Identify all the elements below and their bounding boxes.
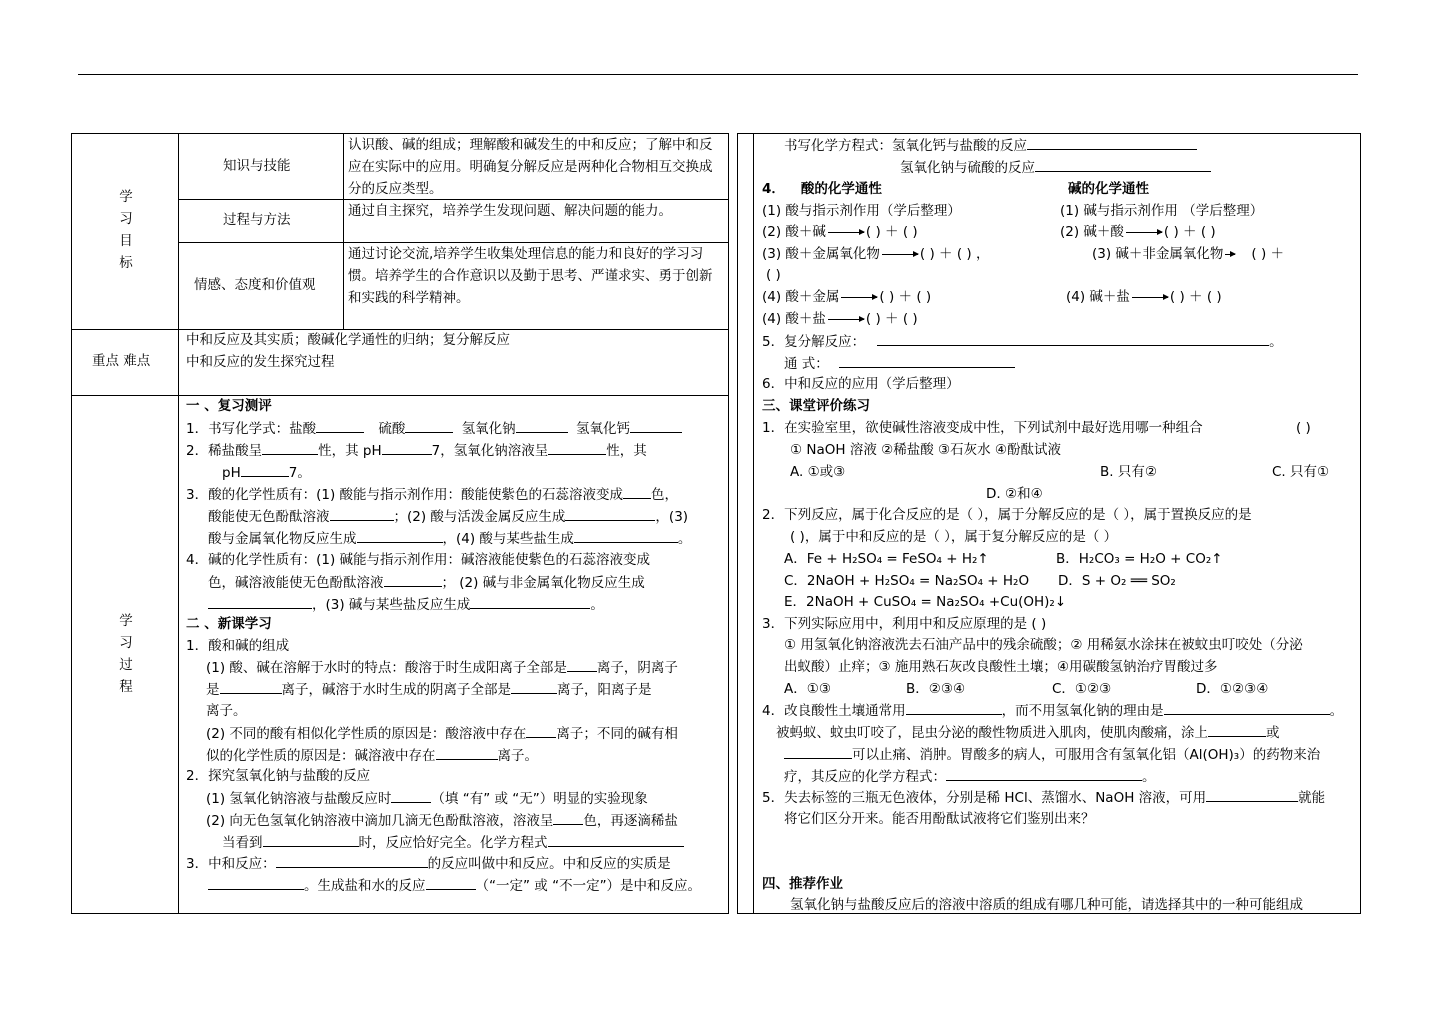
section-title: 三、课堂评价练习 xyxy=(762,398,870,414)
exercise-5: 5．失去标签的三瓶无色液体，分别是稀 HCl、蒸馏水、NaOH 溶液，可用 就能 xyxy=(762,787,1325,810)
goal-description: 通过讨论交流,培养学生收集处理信息的能力和良好的学习习惯。培养学生的合作意识以及勤于思考、严谨求实、勇于创新和实践的科学精神。 xyxy=(348,246,713,306)
exercise-1-options: ① NaOH 溶液 ②稀盐酸 ③石灰水 ④酚酞试液 xyxy=(790,442,1062,458)
choice-d: D．①②③④ xyxy=(1196,681,1269,697)
equation-a: A．Fe + H₂SO₄ = FeSO₄ + H₂↑ xyxy=(784,551,989,567)
acid-property: (1) 酸与指示剂作用（学后整理） xyxy=(762,203,961,219)
exercise-4-cont: 被蚂蚁、蚊虫叮咬了，昆虫分泌的酸性物质进入肌肉，使肌肉酸痛，涂上 或 xyxy=(776,722,1280,745)
base-property: (4) 碱＋盐 ( ) ＋ ( ) xyxy=(1066,289,1222,305)
exercise-4-cont: 可以止痛、消肿。胃酸多的病人，可服用含有氢氧化铝（Al(OH)₃）的药物来治 xyxy=(784,744,1320,767)
key-line: 中和反应及其实质；酸碱化学通性的归纳；复分解反应 xyxy=(186,332,510,348)
base-property: (2) 碱＋酸 ( ) ＋ ( ) xyxy=(1060,224,1216,240)
exercise-5-cont: 将它们区分开来。能否用酚酞试液将它们鉴别出来？ xyxy=(784,811,1095,827)
key-label: 重点 难点 xyxy=(92,353,151,369)
key-line: 中和反应的发生探究过程 xyxy=(186,354,335,370)
acid-property: (4) 酸＋盐 ( ) ＋ ( ) xyxy=(762,311,918,327)
item-heading: 2．探究氢氧化钠与盐酸的反应 xyxy=(186,768,371,784)
section-title: 二 、新课学习 xyxy=(186,616,272,632)
header-rule xyxy=(78,74,1358,75)
exercise-1-paren: ( ) xyxy=(1296,420,1311,436)
exercise-2-cont: ( )，属于中和反应的是（ ），属于复分解反应的是（ ） xyxy=(790,529,1118,545)
process-label: 学 习 过 程 xyxy=(119,613,133,695)
question-2-cont: pH 7。 xyxy=(222,462,311,485)
equation-e: E．2NaOH + CuSO₄ = Na₂SO₄ +Cu(OH)₂↓ xyxy=(784,594,1067,610)
right-margin-line xyxy=(753,133,754,914)
question-5-formula: 通 式： xyxy=(784,353,1015,376)
question-2: 2．稀盐酸呈 性，其 pH 7，氢氧化钠溶液呈 性，其 xyxy=(186,440,647,463)
goal-category: 情感、态度和价值观 xyxy=(194,277,316,293)
item-line: (1) 酸、碱在溶解于水时的特点：酸溶于时生成阳离子全部是 离子，阴离子 xyxy=(206,657,678,680)
goals-label: 学 习 目 标 xyxy=(119,189,133,271)
item-line: 似的化学性质的原因是：碱溶液中存在 离子。 xyxy=(206,745,538,768)
question-1: 1．书写化学式：盐酸 硫酸 氢氧化钠 氢氧化钙 xyxy=(186,418,682,441)
section-title: 四、推荐作业 xyxy=(762,876,843,892)
question-5: 5．复分解反应： 。 xyxy=(762,331,1283,354)
base-property: (1) 碱与指示剂作用 （学后整理） xyxy=(1060,203,1264,219)
item-line: 当看到 时，反应恰好完全。化学方程式 xyxy=(222,832,684,855)
choice-a: A. ①或③ xyxy=(790,464,846,480)
exercise-3-line: 出蚁酸）止痒；③ 施用熟石灰改良酸性土壤；④用碳酸氢钠治疗胃酸过多 xyxy=(784,659,1218,675)
section-title: 一 、复习测评 xyxy=(186,398,272,414)
item-line: (2) 不同的酸有相似化学性质的原因是：酸溶液中存在 离子；不同的碱有相 xyxy=(206,723,678,746)
choice-c: C. 只有① xyxy=(1272,464,1330,480)
choice-b: B．②③④ xyxy=(906,681,966,697)
goal-category: 过程与方法 xyxy=(223,212,291,228)
left-col-divider xyxy=(178,133,179,914)
goal-description: 认识酸、碱的组成；理解酸和碱发生的中和反应；了解中和反应在实际中的应用。明确复分解反应是两种化合物相互交换成分的反应类型。 xyxy=(348,137,713,197)
base-property: (3) 碱＋非金属氧化物 ( ) ＋ xyxy=(1092,246,1285,262)
item-line: 是 离子，碱溶于水时生成的阴离子全部是 离子，阳离子是 xyxy=(206,679,652,702)
properties-heading: 4． 酸的化学通性 xyxy=(762,181,882,197)
choice-d: D. ②和④ xyxy=(986,486,1043,502)
item-line: 3．中和反应： 的反应叫做中和反应。中和反应的实质是 xyxy=(186,853,671,876)
choice-c: C．①②③ xyxy=(1052,681,1112,697)
equation-prompt: 氢氧化钠与硫酸的反应 xyxy=(900,157,1211,180)
exercise-3: 3．下列实际应用中，利用中和反应原理的是 ( ) xyxy=(762,616,1047,632)
item-line: (2) 向无色氢氧化钠溶液中滴加几滴无色酚酞溶液，溶液呈 色，再逐滴稀盐 xyxy=(206,810,678,833)
question-3-cont: 酸与金属氧化物反应生成 ，(4) 酸与某些盐生成 。 xyxy=(208,528,691,551)
base-property-cont: ( ) xyxy=(766,267,781,283)
choice-b: B. 只有② xyxy=(1100,464,1157,480)
question-3: 3．酸的化学性质有：(1) 酸能与指示剂作用：酸能使紫色的石蕊溶液变成 色， xyxy=(186,484,678,507)
goal-description: 通过自主探究，培养学生发现问题、解决问题的能力。 xyxy=(348,203,672,219)
exercise-1: 1．在实验室里，欲使碱性溶液变成中性，下列试剂中最好选用哪一种组合 xyxy=(762,420,1203,436)
question-3-cont: 酸能使无色酚酞溶液 ；(2) 酸与活泼金属反应生成 ，(3) xyxy=(208,506,688,529)
acid-property: (4) 酸＋金属 ( ) ＋ ( ) xyxy=(762,289,932,305)
exercise-3-line: ① 用氢氧化钠溶液洗去石油产品中的残余硫酸；② 用稀氨水涂抹在被蚊虫叮咬处（分泌 xyxy=(784,637,1303,653)
goal-category: 知识与技能 xyxy=(223,158,291,174)
question-4-cont: ，(3) 碱与某些盐反应生成 。 xyxy=(208,594,604,617)
acid-property: (3) 酸＋金属氧化物 ( ) ＋ ( ) ， xyxy=(762,246,990,262)
exercise-2: 2．下列反应，属于化合反应的是（ ），属于分解反应的是（ ），属于置换反应的是 xyxy=(762,507,1252,523)
exercise-4-cont: 疗，其反应的化学方程式： 。 xyxy=(784,766,1156,789)
item-line: 离子。 xyxy=(206,703,247,719)
equation-prompt: 书写化学方程式：氢氧化钙与盐酸的反应 xyxy=(784,135,1197,158)
item-heading: 1．酸和碱的组成 xyxy=(186,638,290,654)
item-line: (1) 氢氧化钠溶液与盐酸反应时 （填 “有” 或 “无”）明显的实验现象 xyxy=(206,788,648,811)
equation-b: B．H₂CO₃ = H₂O + CO₂↑ xyxy=(1056,551,1223,567)
properties-heading: 碱的化学通性 xyxy=(1068,181,1149,197)
equation-c: C．2NaOH + H₂SO₄ = Na₂SO₄ + H₂O xyxy=(784,573,1030,589)
row-divider xyxy=(71,395,729,396)
acid-property: (2) 酸＋碱 ( ) ＋ ( ) xyxy=(762,224,918,240)
question-6: 6．中和反应的应用（学后整理） xyxy=(762,376,960,392)
question-4: 4．碱的化学性质有：(1) 碱能与指示剂作用：碱溶液能使紫色的石蕊溶液变成 xyxy=(186,552,651,568)
question-4-cont: 色，碱溶液能使无色酚酞溶液 ； (2) 碱与非金属氧化物反应生成 xyxy=(208,572,645,595)
item-line: 。生成盐和水的反应 （“一定” 或 “不一定”）是中和反应。 xyxy=(208,875,701,898)
equation-d: D．S + O₂ ══ SO₂ xyxy=(1058,573,1176,589)
choice-a: A．①③ xyxy=(784,681,831,697)
exercise-4: 4．改良酸性土壤通常用 ，而不用氢氧化钠的理由是 。 xyxy=(762,700,1343,723)
left-col-divider-2 xyxy=(343,133,344,329)
homework-text: 氢氧化钠与盐酸反应后的溶液中溶质的组成有哪几种可能，请选择其中的一种可能组成 xyxy=(790,897,1303,913)
